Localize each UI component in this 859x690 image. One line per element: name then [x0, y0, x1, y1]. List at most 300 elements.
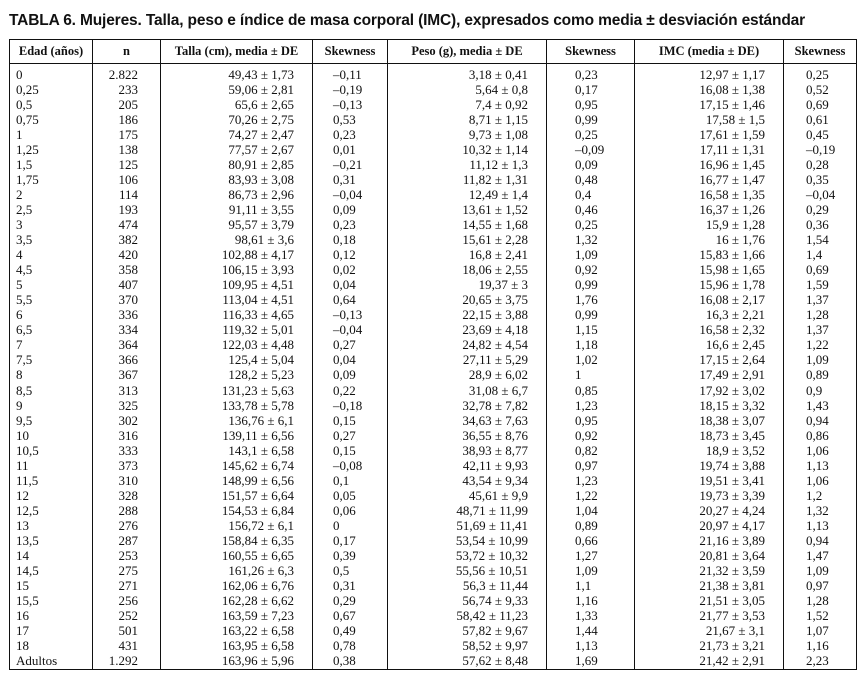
cell-n: 233	[93, 82, 161, 97]
cell-imc: 16,96 ± 1,45	[635, 157, 784, 172]
cell-peso: 45,61 ± 9,9	[388, 488, 547, 503]
cell-n: 287	[93, 533, 161, 548]
cell-skewness-talla: 0,04	[313, 353, 388, 368]
cell-skewness-talla: 0,53	[313, 112, 388, 127]
header-skewness-imc: Skewness	[784, 40, 857, 64]
cell-talla: 59,06 ± 2,81	[161, 82, 313, 97]
header-imc: IMC (media ± DE)	[635, 40, 784, 64]
cell-peso: 24,82 ± 4,54	[388, 338, 547, 353]
cell-peso: 18,06 ± 2,55	[388, 263, 547, 278]
cell-imc: 20,97 ± 4,17	[635, 518, 784, 533]
cell-skewness-peso: 1,02	[547, 353, 635, 368]
cell-edad: 1,75	[10, 172, 93, 187]
cell-n: 373	[93, 458, 161, 473]
cell-skewness-peso: 0,95	[547, 413, 635, 428]
cell-imc: 16,58 ± 1,35	[635, 187, 784, 202]
table-row	[10, 624, 857, 639]
cell-edad: 10	[10, 428, 93, 443]
cell-skewness-imc: 1,09	[784, 564, 857, 579]
cell-skewness-talla: 0,31	[313, 579, 388, 594]
cell-skewness-talla: 0,09	[313, 368, 388, 383]
cell-skewness-peso: 1,23	[547, 398, 635, 413]
cell-skewness-talla: 0,27	[313, 428, 388, 443]
table-row	[10, 97, 857, 112]
cell-imc: 16,58 ± 2,32	[635, 323, 784, 338]
cell-skewness-talla: 0	[313, 518, 388, 533]
cell-imc: 20,27 ± 4,24	[635, 503, 784, 518]
table-row	[10, 338, 857, 353]
cell-skewness-imc: –0,19	[784, 142, 857, 157]
cell-n: 302	[93, 413, 161, 428]
cell-imc: 15,9 ± 1,28	[635, 217, 784, 232]
table-row	[10, 217, 857, 232]
cell-talla: 136,76 ± 6,1	[161, 413, 313, 428]
cell-skewness-peso: 0,92	[547, 263, 635, 278]
cell-skewness-peso: 1,76	[547, 293, 635, 308]
cell-peso: 38,93 ± 8,77	[388, 443, 547, 458]
cell-skewness-talla: 0,29	[313, 594, 388, 609]
cell-peso: 7,4 ± 0,92	[388, 97, 547, 112]
cell-skewness-imc: 1,28	[784, 594, 857, 609]
cell-skewness-peso: 0,23	[547, 64, 635, 83]
cell-skewness-imc: 1,06	[784, 473, 857, 488]
table-body	[10, 64, 857, 670]
cell-peso: 10,32 ± 1,14	[388, 142, 547, 157]
cell-skewness-peso: 1,27	[547, 549, 635, 564]
cell-talla: 95,57 ± 3,79	[161, 217, 313, 232]
cell-n: 431	[93, 639, 161, 654]
table-row	[10, 308, 857, 323]
cell-n: 252	[93, 609, 161, 624]
cell-skewness-peso: 1,15	[547, 323, 635, 338]
cell-skewness-peso: 1,23	[547, 473, 635, 488]
cell-skewness-peso: 1,18	[547, 338, 635, 353]
cell-skewness-talla: –0,08	[313, 458, 388, 473]
table-row	[10, 112, 857, 127]
cell-peso: 9,73 ± 1,08	[388, 127, 547, 142]
table-row	[10, 639, 857, 654]
cell-skewness-imc: 2,23	[784, 654, 857, 670]
cell-skewness-talla: –0,19	[313, 82, 388, 97]
cell-skewness-imc: 1,13	[784, 458, 857, 473]
cell-skewness-peso: 1,32	[547, 233, 635, 248]
cell-talla: 143,1 ± 6,58	[161, 443, 313, 458]
cell-imc: 17,49 ± 2,91	[635, 368, 784, 383]
cell-n: 316	[93, 428, 161, 443]
cell-edad: 8,5	[10, 383, 93, 398]
cell-skewness-peso: 1,22	[547, 488, 635, 503]
cell-n: 253	[93, 549, 161, 564]
cell-edad: 12,5	[10, 503, 93, 518]
cell-imc: 16,08 ± 1,38	[635, 82, 784, 97]
cell-talla: 83,93 ± 3,08	[161, 172, 313, 187]
cell-edad: 13	[10, 518, 93, 533]
cell-peso: 27,11 ± 5,29	[388, 353, 547, 368]
cell-edad: 9	[10, 398, 93, 413]
cell-skewness-peso: 0,66	[547, 533, 635, 548]
cell-peso: 56,74 ± 9,33	[388, 594, 547, 609]
table-row	[10, 157, 857, 172]
cell-peso: 51,69 ± 11,41	[388, 518, 547, 533]
cell-skewness-talla: –0,11	[313, 64, 388, 83]
cell-edad: 15,5	[10, 594, 93, 609]
cell-skewness-talla: –0,21	[313, 157, 388, 172]
cell-imc: 17,58 ± 1,5	[635, 112, 784, 127]
cell-talla: 70,26 ± 2,75	[161, 112, 313, 127]
cell-skewness-talla: 0,39	[313, 549, 388, 564]
cell-skewness-imc: 1,4	[784, 248, 857, 263]
cell-skewness-peso: 1,69	[547, 654, 635, 670]
table-row	[10, 293, 857, 308]
cell-peso: 16,8 ± 2,41	[388, 248, 547, 263]
cell-skewness-talla: –0,04	[313, 187, 388, 202]
cell-peso: 14,55 ± 1,68	[388, 217, 547, 232]
table-row	[10, 594, 857, 609]
cell-imc: 21,77 ± 3,53	[635, 609, 784, 624]
data-table	[9, 39, 857, 670]
cell-skewness-imc: 0,35	[784, 172, 857, 187]
cell-talla: 109,95 ± 4,51	[161, 278, 313, 293]
table-row	[10, 82, 857, 97]
cell-edad: 16	[10, 609, 93, 624]
cell-edad: 3,5	[10, 233, 93, 248]
table-row	[10, 187, 857, 202]
cell-skewness-imc: 0,69	[784, 97, 857, 112]
cell-peso: 34,63 ± 7,63	[388, 413, 547, 428]
cell-talla: 106,15 ± 3,93	[161, 263, 313, 278]
cell-skewness-talla: 0,67	[313, 609, 388, 624]
table-row	[10, 383, 857, 398]
cell-skewness-imc: 0,9	[784, 383, 857, 398]
cell-n: 1.292	[93, 654, 161, 670]
table-row	[10, 263, 857, 278]
cell-skewness-talla: 0,49	[313, 624, 388, 639]
cell-skewness-peso: 0,48	[547, 172, 635, 187]
cell-skewness-imc: 0,97	[784, 579, 857, 594]
cell-talla: 116,33 ± 4,65	[161, 308, 313, 323]
cell-skewness-talla: 0,23	[313, 127, 388, 142]
cell-skewness-peso: 0,99	[547, 278, 635, 293]
cell-edad: 7,5	[10, 353, 93, 368]
cell-talla: 49,43 ± 1,73	[161, 64, 313, 83]
cell-n: 367	[93, 368, 161, 383]
table-row	[10, 368, 857, 383]
cell-talla: 158,84 ± 6,35	[161, 533, 313, 548]
cell-talla: 163,22 ± 6,58	[161, 624, 313, 639]
cell-edad: 6	[10, 308, 93, 323]
table-row	[10, 428, 857, 443]
cell-imc: 17,92 ± 3,02	[635, 383, 784, 398]
cell-skewness-talla: –0,18	[313, 398, 388, 413]
cell-edad: 7	[10, 338, 93, 353]
cell-n: 276	[93, 518, 161, 533]
cell-skewness-peso: 1,44	[547, 624, 635, 639]
cell-skewness-peso: 0,99	[547, 112, 635, 127]
cell-talla: 74,27 ± 2,47	[161, 127, 313, 142]
cell-imc: 21,67 ± 3,1	[635, 624, 784, 639]
cell-imc: 21,42 ± 2,91	[635, 654, 784, 670]
table-row	[10, 323, 857, 338]
table-row	[10, 142, 857, 157]
cell-peso: 15,61 ± 2,28	[388, 233, 547, 248]
cell-skewness-peso: 1,04	[547, 503, 635, 518]
cell-skewness-talla: 0,15	[313, 443, 388, 458]
table-row	[10, 609, 857, 624]
cell-skewness-imc: 1,22	[784, 338, 857, 353]
cell-edad: 1	[10, 127, 93, 142]
table-row	[10, 248, 857, 263]
table-row	[10, 549, 857, 564]
cell-skewness-peso: 0,92	[547, 428, 635, 443]
cell-talla: 162,28 ± 6,62	[161, 594, 313, 609]
cell-talla: 148,99 ± 6,56	[161, 473, 313, 488]
cell-edad: 9,5	[10, 413, 93, 428]
table-row	[10, 654, 857, 670]
cell-skewness-talla: 0,18	[313, 233, 388, 248]
cell-n: 310	[93, 473, 161, 488]
cell-n: 382	[93, 233, 161, 248]
cell-imc: 21,16 ± 3,89	[635, 533, 784, 548]
cell-n: 114	[93, 187, 161, 202]
cell-skewness-peso: 1,16	[547, 594, 635, 609]
cell-peso: 58,52 ± 9,97	[388, 639, 547, 654]
cell-imc: 17,15 ± 2,64	[635, 353, 784, 368]
header-n: n	[93, 40, 161, 64]
cell-talla: 131,23 ± 5,63	[161, 383, 313, 398]
cell-skewness-peso: 0,99	[547, 308, 635, 323]
cell-skewness-talla: 0,5	[313, 564, 388, 579]
cell-peso: 42,11 ± 9,93	[388, 458, 547, 473]
cell-skewness-imc: 0,29	[784, 202, 857, 217]
cell-imc: 16,77 ± 1,47	[635, 172, 784, 187]
cell-n: 271	[93, 579, 161, 594]
cell-n: 138	[93, 142, 161, 157]
table-row	[10, 443, 857, 458]
cell-edad: Adultos	[10, 654, 93, 670]
cell-skewness-talla: 0,05	[313, 488, 388, 503]
cell-n: 288	[93, 503, 161, 518]
cell-skewness-peso: 0,97	[547, 458, 635, 473]
cell-skewness-peso: 0,95	[547, 97, 635, 112]
table-row	[10, 64, 857, 83]
cell-edad: 0,25	[10, 82, 93, 97]
cell-imc: 15,98 ± 1,65	[635, 263, 784, 278]
cell-talla: 145,62 ± 6,74	[161, 458, 313, 473]
cell-peso: 53,72 ± 10,32	[388, 549, 547, 564]
table-row	[10, 172, 857, 187]
cell-talla: 91,11 ± 3,55	[161, 202, 313, 217]
cell-n: 370	[93, 293, 161, 308]
cell-talla: 125,4 ± 5,04	[161, 353, 313, 368]
cell-talla: 151,57 ± 6,64	[161, 488, 313, 503]
cell-peso: 36,55 ± 8,76	[388, 428, 547, 443]
cell-edad: 15	[10, 579, 93, 594]
cell-peso: 55,56 ± 10,51	[388, 564, 547, 579]
cell-skewness-peso: 0,25	[547, 127, 635, 142]
table-title: TABLA 6. Mujeres. Talla, peso e índice de masa corporal (IMC), expresados como media ± desviación estándar	[9, 12, 805, 29]
cell-imc: 15,83 ± 1,66	[635, 248, 784, 263]
cell-talla: 161,26 ± 6,3	[161, 564, 313, 579]
cell-n: 175	[93, 127, 161, 142]
cell-edad: 5	[10, 278, 93, 293]
cell-peso: 23,69 ± 4,18	[388, 323, 547, 338]
header-edad: Edad (años)	[10, 40, 93, 64]
cell-edad: 18	[10, 639, 93, 654]
cell-peso: 57,62 ± 8,48	[388, 654, 547, 670]
cell-skewness-talla: 0,17	[313, 533, 388, 548]
header-skewness-peso: Skewness	[547, 40, 635, 64]
cell-skewness-talla: 0,31	[313, 172, 388, 187]
cell-edad: 3	[10, 217, 93, 232]
cell-talla: 160,55 ± 6,65	[161, 549, 313, 564]
cell-talla: 80,91 ± 2,85	[161, 157, 313, 172]
cell-skewness-imc: 1,52	[784, 609, 857, 624]
cell-peso: 28,9 ± 6,02	[388, 368, 547, 383]
cell-skewness-imc: 1,32	[784, 503, 857, 518]
cell-peso: 11,12 ± 1,3	[388, 157, 547, 172]
cell-peso: 11,82 ± 1,31	[388, 172, 547, 187]
cell-skewness-talla: 0,1	[313, 473, 388, 488]
cell-n: 333	[93, 443, 161, 458]
cell-n: 205	[93, 97, 161, 112]
cell-imc: 18,9 ± 3,52	[635, 443, 784, 458]
cell-edad: 11,5	[10, 473, 93, 488]
table-row	[10, 579, 857, 594]
cell-talla: 113,04 ± 4,51	[161, 293, 313, 308]
cell-imc: 19,51 ± 3,41	[635, 473, 784, 488]
cell-n: 256	[93, 594, 161, 609]
cell-imc: 15,96 ± 1,78	[635, 278, 784, 293]
table-row	[10, 473, 857, 488]
cell-skewness-imc: –0,04	[784, 187, 857, 202]
cell-imc: 18,38 ± 3,07	[635, 413, 784, 428]
cell-edad: 11	[10, 458, 93, 473]
cell-n: 336	[93, 308, 161, 323]
cell-skewness-imc: 0,94	[784, 533, 857, 548]
cell-imc: 18,73 ± 3,45	[635, 428, 784, 443]
cell-skewness-talla: 0,02	[313, 263, 388, 278]
cell-skewness-talla: 0,01	[313, 142, 388, 157]
cell-peso: 3,18 ± 0,41	[388, 64, 547, 83]
cell-skewness-imc: 1,07	[784, 624, 857, 639]
cell-imc: 17,11 ± 1,31	[635, 142, 784, 157]
cell-peso: 19,37 ± 3	[388, 278, 547, 293]
cell-skewness-imc: 1,28	[784, 308, 857, 323]
cell-imc: 16 ± 1,76	[635, 233, 784, 248]
cell-skewness-talla: –0,04	[313, 323, 388, 338]
table-row	[10, 398, 857, 413]
table-row	[10, 233, 857, 248]
cell-skewness-peso: 1,09	[547, 564, 635, 579]
cell-talla: 139,11 ± 6,56	[161, 428, 313, 443]
cell-skewness-talla: –0,13	[313, 308, 388, 323]
cell-talla: 102,88 ± 4,17	[161, 248, 313, 263]
cell-imc: 21,32 ± 3,59	[635, 564, 784, 579]
cell-skewness-imc: 0,25	[784, 64, 857, 83]
cell-edad: 1,25	[10, 142, 93, 157]
cell-skewness-talla: 0,15	[313, 413, 388, 428]
table-row	[10, 518, 857, 533]
cell-imc: 16,08 ± 2,17	[635, 293, 784, 308]
header-talla: Talla (cm), media ± DE	[161, 40, 313, 64]
cell-imc: 12,97 ± 1,17	[635, 64, 784, 83]
cell-edad: 2	[10, 187, 93, 202]
cell-edad: 13,5	[10, 533, 93, 548]
cell-skewness-talla: –0,13	[313, 97, 388, 112]
cell-peso: 56,3 ± 11,44	[388, 579, 547, 594]
cell-edad: 12	[10, 488, 93, 503]
cell-talla: 156,72 ± 6,1	[161, 518, 313, 533]
cell-skewness-peso: 1,13	[547, 639, 635, 654]
cell-talla: 65,6 ± 2,65	[161, 97, 313, 112]
cell-talla: 98,61 ± 3,6	[161, 233, 313, 248]
cell-n: 501	[93, 624, 161, 639]
cell-skewness-peso: 0,09	[547, 157, 635, 172]
cell-skewness-peso: 1	[547, 368, 635, 383]
cell-n: 2.822	[93, 64, 161, 83]
cell-talla: 128,2 ± 5,23	[161, 368, 313, 383]
cell-skewness-talla: 0,12	[313, 248, 388, 263]
cell-imc: 16,37 ± 1,26	[635, 202, 784, 217]
cell-n: 186	[93, 112, 161, 127]
cell-skewness-imc: 1,09	[784, 353, 857, 368]
cell-skewness-imc: 0,36	[784, 217, 857, 232]
cell-imc: 16,6 ± 2,45	[635, 338, 784, 353]
cell-edad: 2,5	[10, 202, 93, 217]
cell-imc: 21,38 ± 3,81	[635, 579, 784, 594]
cell-skewness-talla: 0,78	[313, 639, 388, 654]
cell-imc: 16,3 ± 2,21	[635, 308, 784, 323]
cell-skewness-imc: 1,06	[784, 443, 857, 458]
header-peso: Peso (g), media ± DE	[388, 40, 547, 64]
cell-n: 420	[93, 248, 161, 263]
cell-peso: 57,82 ± 9,67	[388, 624, 547, 639]
cell-edad: 0	[10, 64, 93, 83]
cell-skewness-peso: 0,25	[547, 217, 635, 232]
cell-peso: 12,49 ± 1,4	[388, 187, 547, 202]
cell-imc: 19,73 ± 3,39	[635, 488, 784, 503]
table-row	[10, 127, 857, 142]
header-skewness-talla: Skewness	[313, 40, 388, 64]
cell-skewness-peso: 0,82	[547, 443, 635, 458]
cell-skewness-talla: 0,38	[313, 654, 388, 670]
cell-peso: 5,64 ± 0,8	[388, 82, 547, 97]
cell-imc: 20,81 ± 3,64	[635, 549, 784, 564]
cell-skewness-talla: 0,64	[313, 293, 388, 308]
table-row	[10, 488, 857, 503]
cell-skewness-imc: 0,45	[784, 127, 857, 142]
cell-skewness-imc: 1,37	[784, 323, 857, 338]
cell-talla: 162,06 ± 6,76	[161, 579, 313, 594]
table-row	[10, 533, 857, 548]
cell-imc: 17,15 ± 1,46	[635, 97, 784, 112]
cell-talla: 163,59 ± 7,23	[161, 609, 313, 624]
cell-n: 334	[93, 323, 161, 338]
cell-talla: 122,03 ± 4,48	[161, 338, 313, 353]
cell-imc: 19,74 ± 3,88	[635, 458, 784, 473]
cell-talla: 86,73 ± 2,96	[161, 187, 313, 202]
cell-peso: 58,42 ± 11,23	[388, 609, 547, 624]
cell-imc: 21,51 ± 3,05	[635, 594, 784, 609]
cell-skewness-peso: 0,4	[547, 187, 635, 202]
cell-skewness-imc: 1,43	[784, 398, 857, 413]
cell-talla: 163,96 ± 5,96	[161, 654, 313, 670]
cell-peso: 22,15 ± 3,88	[388, 308, 547, 323]
cell-skewness-imc: 0,94	[784, 413, 857, 428]
cell-talla: 77,57 ± 2,67	[161, 142, 313, 157]
cell-peso: 53,54 ± 10,99	[388, 533, 547, 548]
cell-skewness-imc: 0,28	[784, 157, 857, 172]
